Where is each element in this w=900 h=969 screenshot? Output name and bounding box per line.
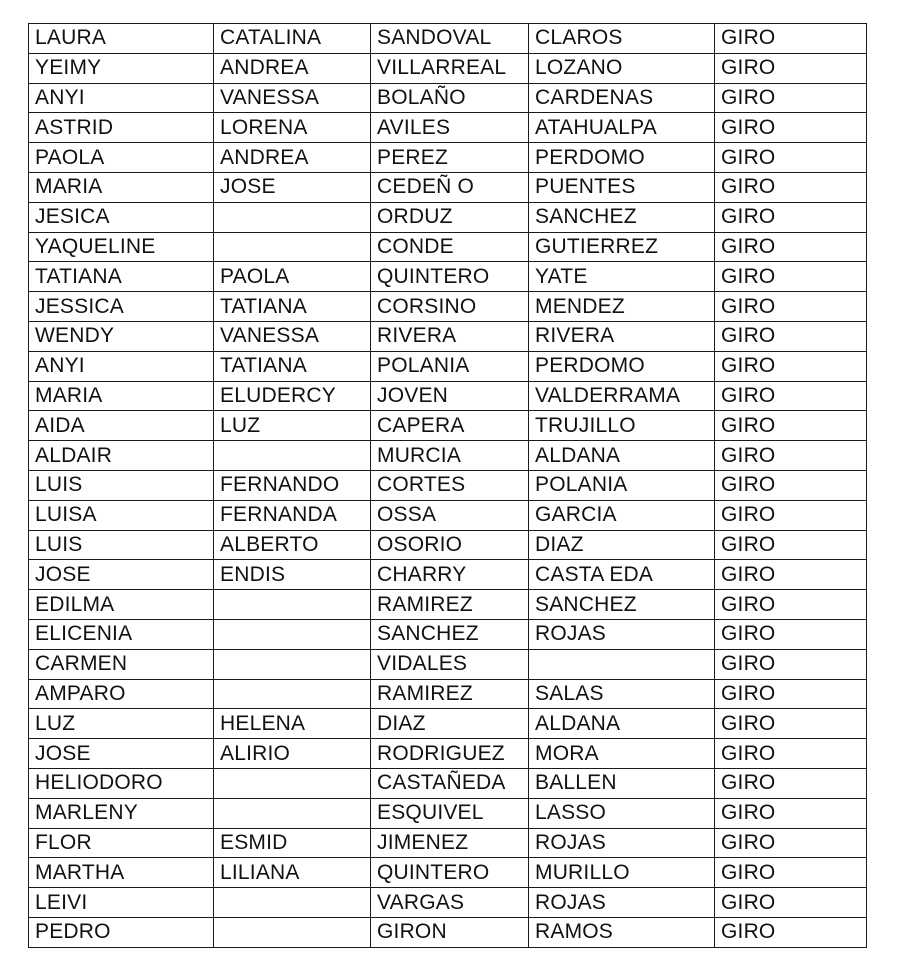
location-cell: GIRO bbox=[715, 798, 867, 828]
table-row bbox=[29, 351, 867, 381]
second-surname-cell: CASTA EDA bbox=[529, 560, 715, 590]
second-name-cell: VANESSA bbox=[214, 83, 371, 113]
location-cell: GIRO bbox=[715, 858, 867, 888]
first-name-cell: JESICA bbox=[29, 202, 214, 232]
location-cell: GIRO bbox=[715, 202, 867, 232]
second-surname-cell: GARCIA bbox=[529, 500, 715, 530]
second-surname-cell: ROJAS bbox=[529, 828, 715, 858]
first-name-cell: EDILMA bbox=[29, 590, 214, 620]
first-name-cell: MARLENY bbox=[29, 798, 214, 828]
second-name-cell: ALBERTO bbox=[214, 530, 371, 560]
second-name-cell bbox=[214, 679, 371, 709]
second-name-cell: VANESSA bbox=[214, 321, 371, 351]
table-row bbox=[29, 172, 867, 202]
first-name-cell: MARIA bbox=[29, 172, 214, 202]
second-name-cell: ANDREA bbox=[214, 143, 371, 173]
second-surname-cell: PERDOMO bbox=[529, 143, 715, 173]
location-cell: GIRO bbox=[715, 679, 867, 709]
first-surname-cell: RODRIGUEZ bbox=[371, 739, 529, 769]
first-surname-cell: CORTES bbox=[371, 470, 529, 500]
location-cell: GIRO bbox=[715, 828, 867, 858]
first-name-cell: AMPARO bbox=[29, 679, 214, 709]
second-name-cell bbox=[214, 619, 371, 649]
table-row bbox=[29, 739, 867, 769]
location-cell: GIRO bbox=[715, 262, 867, 292]
first-surname-cell: OSORIO bbox=[371, 530, 529, 560]
location-cell: GIRO bbox=[715, 530, 867, 560]
second-surname-cell bbox=[529, 649, 715, 679]
first-surname-cell: CHARRY bbox=[371, 560, 529, 590]
first-surname-cell: CAPERA bbox=[371, 411, 529, 441]
second-name-cell: LILIANA bbox=[214, 858, 371, 888]
table-row bbox=[29, 83, 867, 113]
first-surname-cell: VARGAS bbox=[371, 888, 529, 918]
location-cell: GIRO bbox=[715, 232, 867, 262]
second-surname-cell: ROJAS bbox=[529, 619, 715, 649]
location-cell: GIRO bbox=[715, 321, 867, 351]
location-cell: GIRO bbox=[715, 53, 867, 83]
first-surname-cell: CORSINO bbox=[371, 292, 529, 322]
second-surname-cell: LASSO bbox=[529, 798, 715, 828]
first-name-cell: MARIA bbox=[29, 381, 214, 411]
location-cell: GIRO bbox=[715, 709, 867, 739]
table-row bbox=[29, 888, 867, 918]
table-row bbox=[29, 113, 867, 143]
location-cell: GIRO bbox=[715, 560, 867, 590]
second-name-cell bbox=[214, 441, 371, 471]
second-name-cell: TATIANA bbox=[214, 351, 371, 381]
table-row bbox=[29, 679, 867, 709]
second-name-cell bbox=[214, 917, 371, 947]
table-row bbox=[29, 709, 867, 739]
first-surname-cell: QUINTERO bbox=[371, 262, 529, 292]
second-surname-cell: MURILLO bbox=[529, 858, 715, 888]
first-name-cell: YAQUELINE bbox=[29, 232, 214, 262]
first-surname-cell: VILLARREAL bbox=[371, 53, 529, 83]
second-name-cell bbox=[214, 798, 371, 828]
table-row bbox=[29, 768, 867, 798]
first-name-cell: ANYI bbox=[29, 351, 214, 381]
second-surname-cell: SALAS bbox=[529, 679, 715, 709]
first-name-cell: ALDAIR bbox=[29, 441, 214, 471]
first-name-cell: ASTRID bbox=[29, 113, 214, 143]
second-name-cell: LUZ bbox=[214, 411, 371, 441]
table-row bbox=[29, 500, 867, 530]
first-name-cell: LUIS bbox=[29, 470, 214, 500]
first-name-cell: HELIODORO bbox=[29, 768, 214, 798]
first-surname-cell: RAMIREZ bbox=[371, 590, 529, 620]
table-row bbox=[29, 619, 867, 649]
location-cell: GIRO bbox=[715, 24, 867, 54]
location-cell: GIRO bbox=[715, 917, 867, 947]
first-surname-cell: PEREZ bbox=[371, 143, 529, 173]
first-surname-cell: CEDEÑ O bbox=[371, 172, 529, 202]
second-name-cell bbox=[214, 888, 371, 918]
first-surname-cell: VIDALES bbox=[371, 649, 529, 679]
second-name-cell: FERNANDO bbox=[214, 470, 371, 500]
first-surname-cell: SANDOVAL bbox=[371, 24, 529, 54]
table-row bbox=[29, 411, 867, 441]
first-name-cell: AIDA bbox=[29, 411, 214, 441]
second-surname-cell: RIVERA bbox=[529, 321, 715, 351]
second-name-cell: ESMID bbox=[214, 828, 371, 858]
table-row bbox=[29, 530, 867, 560]
first-name-cell: JESSICA bbox=[29, 292, 214, 322]
second-name-cell bbox=[214, 768, 371, 798]
first-name-cell: MARTHA bbox=[29, 858, 214, 888]
location-cell: GIRO bbox=[715, 739, 867, 769]
second-name-cell: PAOLA bbox=[214, 262, 371, 292]
table-row bbox=[29, 232, 867, 262]
second-name-cell bbox=[214, 590, 371, 620]
second-surname-cell: ALDANA bbox=[529, 441, 715, 471]
first-surname-cell: DIAZ bbox=[371, 709, 529, 739]
table-row bbox=[29, 262, 867, 292]
first-name-cell: PEDRO bbox=[29, 917, 214, 947]
second-name-cell: TATIANA bbox=[214, 292, 371, 322]
first-name-cell: CARMEN bbox=[29, 649, 214, 679]
second-name-cell: FERNANDA bbox=[214, 500, 371, 530]
first-surname-cell: CASTAÑEDA bbox=[371, 768, 529, 798]
first-surname-cell: OSSA bbox=[371, 500, 529, 530]
table-row bbox=[29, 917, 867, 947]
first-surname-cell: SANCHEZ bbox=[371, 619, 529, 649]
table-row bbox=[29, 202, 867, 232]
second-name-cell bbox=[214, 649, 371, 679]
first-name-cell: JOSE bbox=[29, 560, 214, 590]
first-surname-cell: JIMENEZ bbox=[371, 828, 529, 858]
second-name-cell: ELUDERCY bbox=[214, 381, 371, 411]
first-surname-cell: JOVEN bbox=[371, 381, 529, 411]
second-surname-cell: ATAHUALPA bbox=[529, 113, 715, 143]
location-cell: GIRO bbox=[715, 768, 867, 798]
location-cell: GIRO bbox=[715, 351, 867, 381]
first-name-cell: LUIS bbox=[29, 530, 214, 560]
second-surname-cell: TRUJILLO bbox=[529, 411, 715, 441]
location-cell: GIRO bbox=[715, 113, 867, 143]
location-cell: GIRO bbox=[715, 83, 867, 113]
second-surname-cell: ROJAS bbox=[529, 888, 715, 918]
first-surname-cell: POLANIA bbox=[371, 351, 529, 381]
location-cell: GIRO bbox=[715, 292, 867, 322]
table-row bbox=[29, 381, 867, 411]
first-surname-cell: RIVERA bbox=[371, 321, 529, 351]
first-surname-cell: QUINTERO bbox=[371, 858, 529, 888]
location-cell: GIRO bbox=[715, 381, 867, 411]
second-surname-cell: PUENTES bbox=[529, 172, 715, 202]
names-table bbox=[28, 23, 867, 948]
second-name-cell: ALIRIO bbox=[214, 739, 371, 769]
first-name-cell: ELICENIA bbox=[29, 619, 214, 649]
location-cell: GIRO bbox=[715, 500, 867, 530]
table-row bbox=[29, 858, 867, 888]
names-table-body bbox=[29, 24, 867, 948]
first-name-cell: JOSE bbox=[29, 739, 214, 769]
table-row bbox=[29, 828, 867, 858]
second-surname-cell: SANCHEZ bbox=[529, 202, 715, 232]
location-cell: GIRO bbox=[715, 649, 867, 679]
table-row bbox=[29, 321, 867, 351]
first-surname-cell: BOLAÑO bbox=[371, 83, 529, 113]
second-surname-cell: VALDERRAMA bbox=[529, 381, 715, 411]
location-cell: GIRO bbox=[715, 590, 867, 620]
table-row bbox=[29, 560, 867, 590]
table-row bbox=[29, 649, 867, 679]
second-surname-cell: PERDOMO bbox=[529, 351, 715, 381]
second-surname-cell: BALLEN bbox=[529, 768, 715, 798]
second-surname-cell: CLAROS bbox=[529, 24, 715, 54]
first-name-cell: LEIVI bbox=[29, 888, 214, 918]
location-cell: GIRO bbox=[715, 470, 867, 500]
table-row bbox=[29, 53, 867, 83]
table-row bbox=[29, 470, 867, 500]
location-cell: GIRO bbox=[715, 172, 867, 202]
second-name-cell: ENDIS bbox=[214, 560, 371, 590]
second-surname-cell: ALDANA bbox=[529, 709, 715, 739]
table-row bbox=[29, 590, 867, 620]
first-surname-cell: CONDE bbox=[371, 232, 529, 262]
first-surname-cell: ESQUIVEL bbox=[371, 798, 529, 828]
location-cell: GIRO bbox=[715, 143, 867, 173]
table-row bbox=[29, 798, 867, 828]
first-name-cell: PAOLA bbox=[29, 143, 214, 173]
second-surname-cell: MENDEZ bbox=[529, 292, 715, 322]
second-name-cell bbox=[214, 232, 371, 262]
first-name-cell: LAURA bbox=[29, 24, 214, 54]
second-surname-cell: POLANIA bbox=[529, 470, 715, 500]
first-surname-cell: RAMIREZ bbox=[371, 679, 529, 709]
first-surname-cell: AVILES bbox=[371, 113, 529, 143]
second-name-cell: JOSE bbox=[214, 172, 371, 202]
second-surname-cell: CARDENAS bbox=[529, 83, 715, 113]
second-name-cell: HELENA bbox=[214, 709, 371, 739]
second-surname-cell: RAMOS bbox=[529, 917, 715, 947]
second-surname-cell: SANCHEZ bbox=[529, 590, 715, 620]
second-surname-cell: YATE bbox=[529, 262, 715, 292]
second-surname-cell: MORA bbox=[529, 739, 715, 769]
second-name-cell: LORENA bbox=[214, 113, 371, 143]
location-cell: GIRO bbox=[715, 888, 867, 918]
table-row bbox=[29, 292, 867, 322]
second-name-cell bbox=[214, 202, 371, 232]
second-surname-cell: DIAZ bbox=[529, 530, 715, 560]
second-name-cell: CATALINA bbox=[214, 24, 371, 54]
first-surname-cell: GIRON bbox=[371, 917, 529, 947]
second-surname-cell: LOZANO bbox=[529, 53, 715, 83]
first-name-cell: ANYI bbox=[29, 83, 214, 113]
second-surname-cell: GUTIERREZ bbox=[529, 232, 715, 262]
location-cell: GIRO bbox=[715, 619, 867, 649]
first-name-cell: FLOR bbox=[29, 828, 214, 858]
table-row bbox=[29, 143, 867, 173]
first-name-cell: YEIMY bbox=[29, 53, 214, 83]
location-cell: GIRO bbox=[715, 441, 867, 471]
first-name-cell: LUZ bbox=[29, 709, 214, 739]
second-name-cell: ANDREA bbox=[214, 53, 371, 83]
first-surname-cell: ORDUZ bbox=[371, 202, 529, 232]
first-name-cell: TATIANA bbox=[29, 262, 214, 292]
first-name-cell: LUISA bbox=[29, 500, 214, 530]
location-cell: GIRO bbox=[715, 411, 867, 441]
first-surname-cell: MURCIA bbox=[371, 441, 529, 471]
table-row bbox=[29, 441, 867, 471]
first-name-cell: WENDY bbox=[29, 321, 214, 351]
table-row bbox=[29, 24, 867, 54]
